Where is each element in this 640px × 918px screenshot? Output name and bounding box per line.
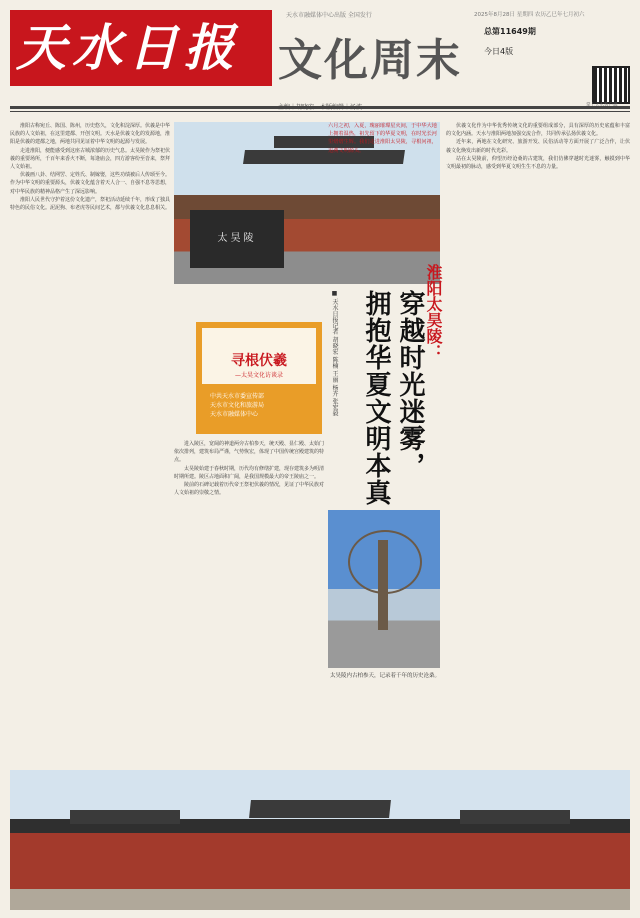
divider: [10, 111, 630, 112]
lead-text: 六月之初，入夏，瑰丽璀璨星火间，于中华大地上拥着温热，祖先留下的华夏文明，在时光长河里熠熠生辉。我们走进淮阳太昊陵，寻根问祖，追溯文明源头。: [328, 123, 437, 154]
headline-kicker: 淮阳太昊陵：: [424, 264, 443, 360]
ancient-cypress-photo: [328, 510, 440, 668]
paragraph: 淮阳古称宛丘、陈国、陈州，历史悠久，文化积淀深厚。伏羲是中华民族的人文始祖，在这里建都、开创文明。天水是伏羲文化的发源地，淮阳是伏羲的建都之地，两地共同见证着中华文明的起源与发展。: [10, 123, 170, 146]
date-line: 2025年8月28日 星期四 农历乙巳年七月初六: [474, 12, 585, 18]
issue-box: [484, 26, 536, 56]
logo-text: 天水日报: [16, 18, 240, 77]
paragraph: 淮阳人民世代守护着这份文化遗产，祭祀活动延续千年，形成了独具特色的民俗文化。泥泥狗、布老虎等民间艺术，都与伏羲文化息息相关。: [10, 196, 170, 212]
book-title: 寻根伏羲: [231, 353, 287, 369]
stele-sign: 太昊陵: [190, 210, 284, 268]
paragraph: 进入陵区，宽阔的神道两旁古柏参天，统天殿、显仁殿、太始门依次排列，建筑布局严谨，气势恢宏，体现了中国传统宫殿建筑的特点。: [174, 441, 324, 464]
paragraph: 站在太昊陵前，仰望历经沧桑的古建筑，我们仿佛穿越时光迷雾，触摸到中华文明最初的脉动，感受到华夏文明生生不息的力量。: [446, 155, 630, 171]
paragraph: 伏羲画八卦、结网罟、定姓氏、制嫁娶，这些功绩被后人传颂至今。作为中华文明的重要源头，伏羲文化蕴含着天人合一、自强不息等思想，对中华民族的精神品格产生了深远影响。: [10, 172, 170, 195]
publisher-line: 天水市融媒体中心出版 全国发行: [286, 12, 372, 19]
publisher-line: 中共天水市委宣传部: [210, 393, 265, 400]
divider: [10, 106, 630, 109]
paragraph: 陵前的石碑记载着历代帝王祭祀伏羲的情况，见证了中华民族对人文始祖的崇敬之情。: [174, 482, 324, 497]
lead-paragraph: [328, 122, 440, 155]
publisher-line: 天水市融媒体中心: [210, 411, 259, 418]
headline-line-2: 拥抱华夏文明本真: [361, 290, 391, 506]
paragraph: 太昊陵始建于春秋时期，历代均有修缮扩建，现存建筑多为明清时期所建。陵区占地面积广阔，是我国规模最大的帝王陵庙之一。: [174, 465, 324, 480]
paragraph: 近年来，两地在文化研究、旅游开发、民俗活动等方面开展了广泛合作，让伏羲文化焕发出新的时代光彩。: [446, 139, 630, 154]
book-publishers: [210, 392, 264, 419]
masthead: [10, 10, 630, 104]
page-count: 今日4版: [484, 47, 514, 56]
issue-number: 总第11649期: [484, 27, 536, 36]
photo-caption: [330, 672, 440, 680]
book-cover-image: [196, 322, 322, 434]
newspaper-logo: [10, 10, 272, 86]
qr-code-icon[interactable]: [592, 66, 630, 104]
section-title: 文化周末: [278, 35, 462, 86]
article-column-left: [10, 122, 170, 762]
paragraph: 伏羲文化作为中华优秀传统文化的重要组成部分，具有深厚的历史底蕴和丰富的文化内涵。天水与淮阳两地加强交流合作，共同传承弘扬伏羲文化。: [446, 123, 630, 138]
headline-line-1: 穿越时光迷雾，: [395, 290, 425, 479]
byline: ■ 天水日报记者 胡晓宏 陈楠 王丽 杨卉 张宏毅: [331, 290, 338, 417]
paragraph: 走进淮阳，便能感受到这座古城浓郁的历史气息。太昊陵作为祭祀伏羲的重要场所，千百年来香火不断，每逢庙会，四方游客纷至沓来，祭拜人文始祖。: [10, 147, 170, 171]
caption-text: 太昊陵内古柏参天，记录着千年的历史沧桑。: [330, 673, 441, 679]
publisher-line: 天水市文化和旅游局: [210, 402, 265, 409]
article-column-right: [446, 122, 630, 762]
article-column-middle: [174, 440, 324, 764]
book-subtitle: —太昊文化访谈录: [234, 372, 283, 379]
temple-panorama-photo: [10, 770, 630, 910]
